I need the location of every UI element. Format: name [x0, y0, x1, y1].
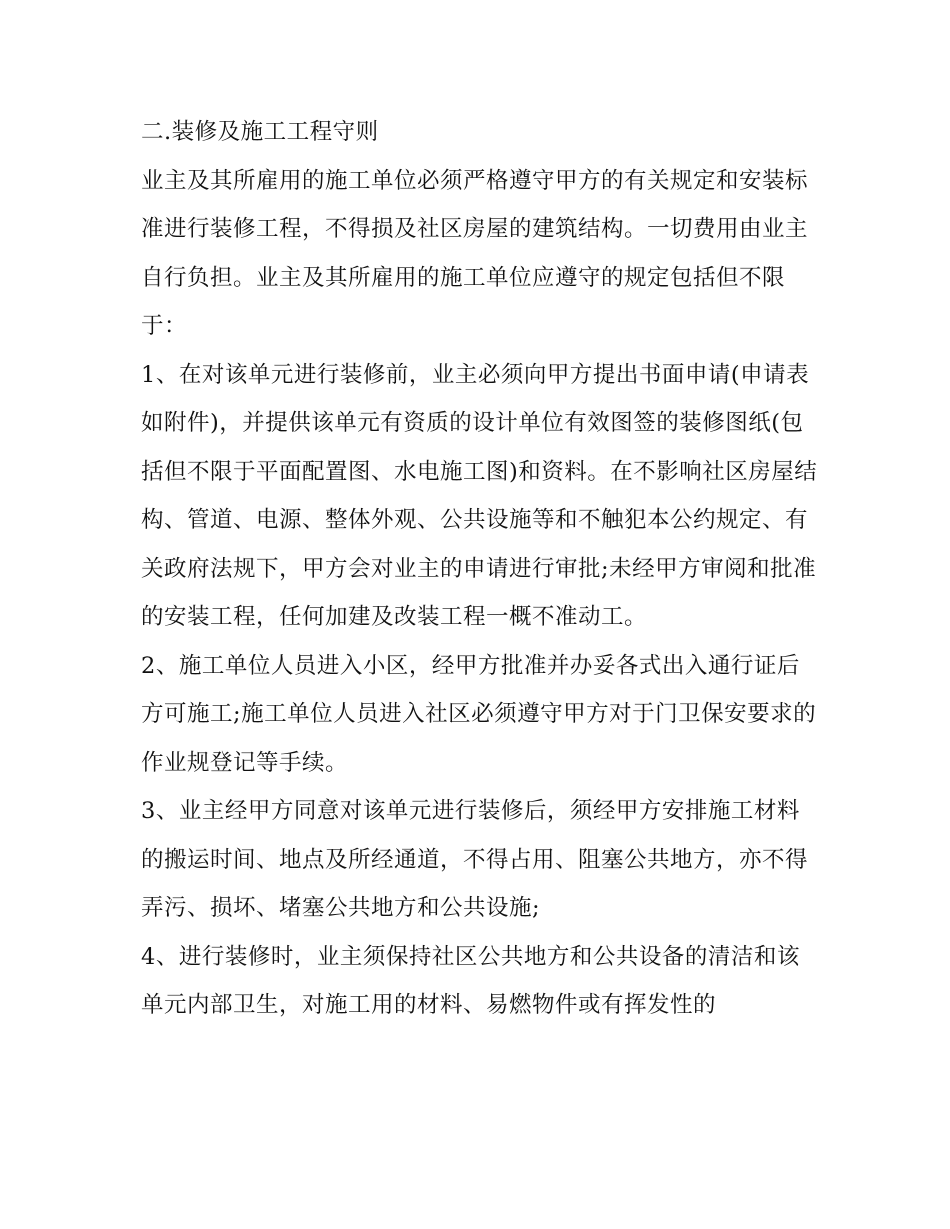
- paragraph-rule-2: 2、施工单位人员进入小区，经甲方批准并办妥各式出入通行证后方可施工;施工单位人员进入社区必须遵守甲方对于门卫保安要求的作业规登记等手续。: [141, 652, 817, 776]
- paragraph-intro: 业主及其所雇用的施工单位必须严格遵守甲方的有关规定和安装标准进行装修工程，不得损及社区房屋的建筑结构。一切费用由业主自行负担。业主及其所雇用的施工单位应遵守的规定包括但不限于：: [141, 167, 809, 339]
- paragraph-rule-3: 3、业主经甲方同意对该单元进行装修后，须经甲方安排施工材料的搬运时间、地点及所经通道，不得占用、阻塞公共地方，亦不得弄污、损坏、堵塞公共地方和公共设施;: [141, 798, 809, 921]
- section-heading: 二.装修及施工工程守则: [141, 119, 379, 145]
- paragraph-rule-4: 4、进行装修时，业主须保持社区公共地方和公共设备的清洁和该单元内部卫生，对施工用的材料、易燃物件或有挥发性的: [141, 943, 800, 1018]
- document-content: [141, 108, 818, 1030]
- paragraph-rule-1: 1、在对该单元进行装修前，业主必须向甲方提出书面申请(申请表如附件)，并提供该单元有资质的设计单位有效图签的装修图纸(包括但不限于平面配置图、水电施工图)和资料。在不影响社区房屋结构、管道、电源、整体外观、公共设施等和不触犯本公约规定、有关政府法规下，甲方会对业主的申请进行审批;未经甲方审阅和批准的安装工程，任何加建及改装工程一概不准动工。: [141, 361, 818, 630]
